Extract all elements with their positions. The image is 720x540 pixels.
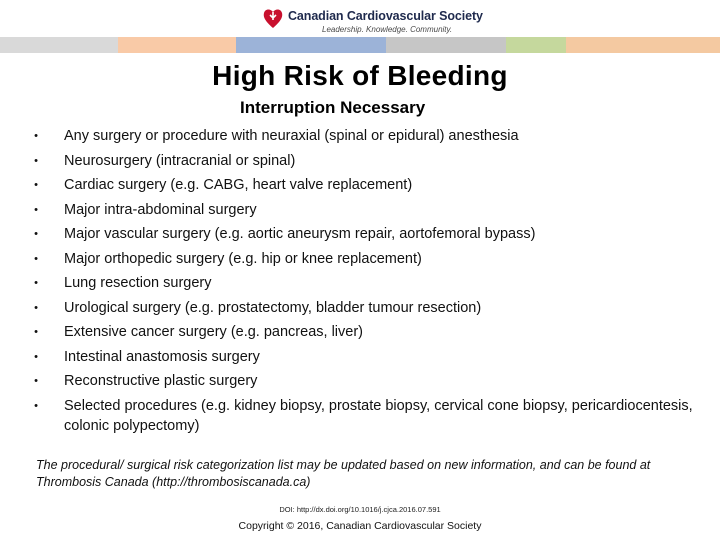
list-item [30,173,700,198]
list-item-text: Urological surgery (e.g. prostatectomy, bladder tumour resection) [64,299,482,316]
list-item-text: Major vascular surgery (e.g. aortic aneurysm repair, aortofemoral bypass) [64,226,536,242]
slide-header [0,0,720,58]
update-note: The procedural/ surgical risk categorization list may be updated based on new information, and can be found at Thrombosis Canada (http://thrombosiscanada.ca) [36,458,651,489]
list-item-text: Intestinal anastomosis surgery [64,348,260,365]
bullet-icon: • [34,130,38,142]
header-color-band [0,37,720,53]
bullet-icon: • [34,252,38,265]
bullet-icon: • [34,375,38,387]
list-item [30,222,700,247]
bullet-icon: • [34,301,38,314]
list-item [30,124,700,149]
list-item [30,149,700,174]
list-item-text: Cardiac surgery (e.g. CABG, heart valve replacement) [64,177,413,193]
list-item-text: Major orthopedic surgery (e.g. hip or knee replacement) [64,250,422,267]
procedure-list [30,124,700,436]
list-item [30,247,700,272]
org-name: Canadian Cardiovascular Society [288,9,483,23]
color-stripe [118,37,236,53]
bullet-icon: • [34,203,38,216]
slide-subtitle: Interruption Necessary [240,98,426,117]
bullet-icon: • [34,228,38,240]
slide-title: High Risk of Bleeding [212,60,508,91]
list-item [30,345,700,370]
color-stripe [386,37,506,53]
copyright-notice: Copyright © 2016, Canadian Cardiovascular Society [238,520,482,532]
bullet-icon: • [34,399,38,412]
list-item [30,271,700,296]
list-item [30,198,700,223]
color-stripe [236,37,386,53]
bullet-icon: • [34,277,38,289]
doi-citation: DOI: http://dx.doi.org/10.1016/j.cjca.2016.07.591 [279,505,441,514]
list-item-text: Extensive cancer surgery (e.g. pancreas, liver) [64,324,363,340]
list-item [30,320,700,345]
list-item-text: Selected procedures (e.g. kidney biopsy, prostate biopsy, cervical cone biopsy, pericardiocentesis, colonic polypectomy) [64,397,693,434]
color-stripe [0,37,118,53]
heart-leaf-icon [262,6,284,30]
list-item [30,369,700,394]
list-item [30,296,700,321]
list-item [30,394,700,436]
bullet-icon: • [34,179,38,191]
bullet-icon: • [34,154,38,167]
list-item-text: Neurosurgery (intracranial or spinal) [64,152,296,169]
ccs-logo [262,4,483,38]
list-item-text: Major intra-abdominal surgery [64,201,257,218]
bullet-icon: • [34,326,38,338]
list-item-text: Any surgery or procedure with neuraxial (spinal or epidural) anesthesia [64,128,519,144]
color-stripe [566,37,720,53]
bullet-icon: • [34,350,38,363]
list-item-text: Reconstructive plastic surgery [64,373,258,389]
org-tagline: Leadership. Knowledge. Community. [322,25,453,34]
list-item-text: Lung resection surgery [64,275,212,291]
color-stripe [506,37,566,53]
